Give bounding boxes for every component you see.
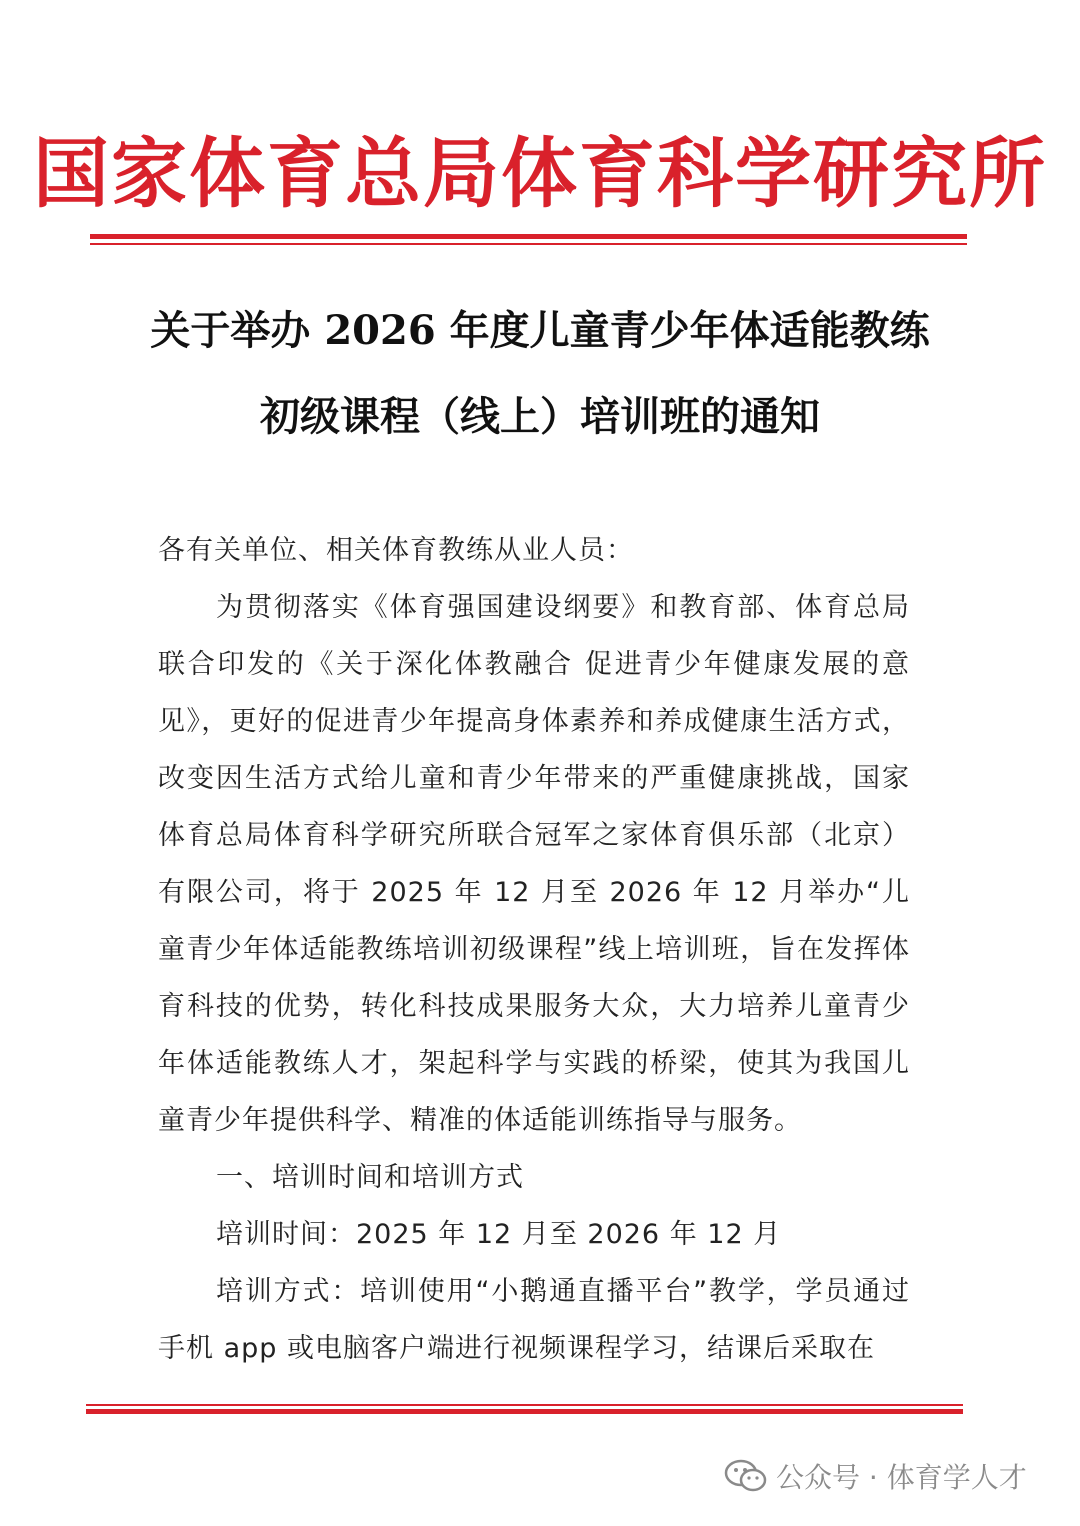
wechat-icon: [724, 1458, 768, 1494]
watermark: [724, 1452, 1027, 1500]
letterhead-organization: 国家体育总局体育科学研究所: [33, 129, 1047, 218]
letterhead-rule-thin: [90, 243, 967, 245]
footer-rule-thin: [86, 1404, 963, 1406]
watermark-text: 公众号 · 体育学人才: [776, 1461, 1027, 1494]
training-method: 培训方式：培训使用“小鹅通直播平台”教学，学员通过手机 app 或电脑客户端进行视频课程学习，结课后采取在: [158, 1276, 910, 1364]
footer-rule-thick: [86, 1409, 963, 1414]
document-body: [158, 522, 910, 1377]
training-time: 培训时间：2025 年 12 月至 2026 年 12 月: [216, 1219, 782, 1250]
paragraph-purpose: 为贯彻落实《体育强国建设纲要》和教育部、体育总局联合印发的《关于深化体教融合 促进青少年健康发展的意见》，更好的促进青少年提高身体素养和养成健康生活方式，改变因生活方式给儿童和青少年带来的严重健康挑战，国家体育总局体育科学研究所联合冠军之家体育俱乐部（北京）有限公司，将于 2025 年 12 月至 2026 年 12 月举办“儿童青少年体适能教练培训初级课程”线上培训班，旨在发挥体育科技的优势，转化科技成果服务大众，大力培养儿童青少年体适能教练人才，架起科学与实践的桥梁，使其为我国儿童青少年提供科学、精准的体适能训练指导与服务。: [158, 592, 910, 1136]
document-title-line-1: 关于举办 2026 年度儿童青少年体适能教练: [150, 307, 930, 354]
section-heading-training: 一、培训时间和培训方式: [216, 1162, 524, 1193]
letterhead-rule-thick: [90, 234, 967, 239]
document-title-line-2: 初级课程（线上）培训班的通知: [260, 393, 820, 440]
salutation: 各有关单位、相关体育教练从业人员：: [158, 535, 634, 566]
